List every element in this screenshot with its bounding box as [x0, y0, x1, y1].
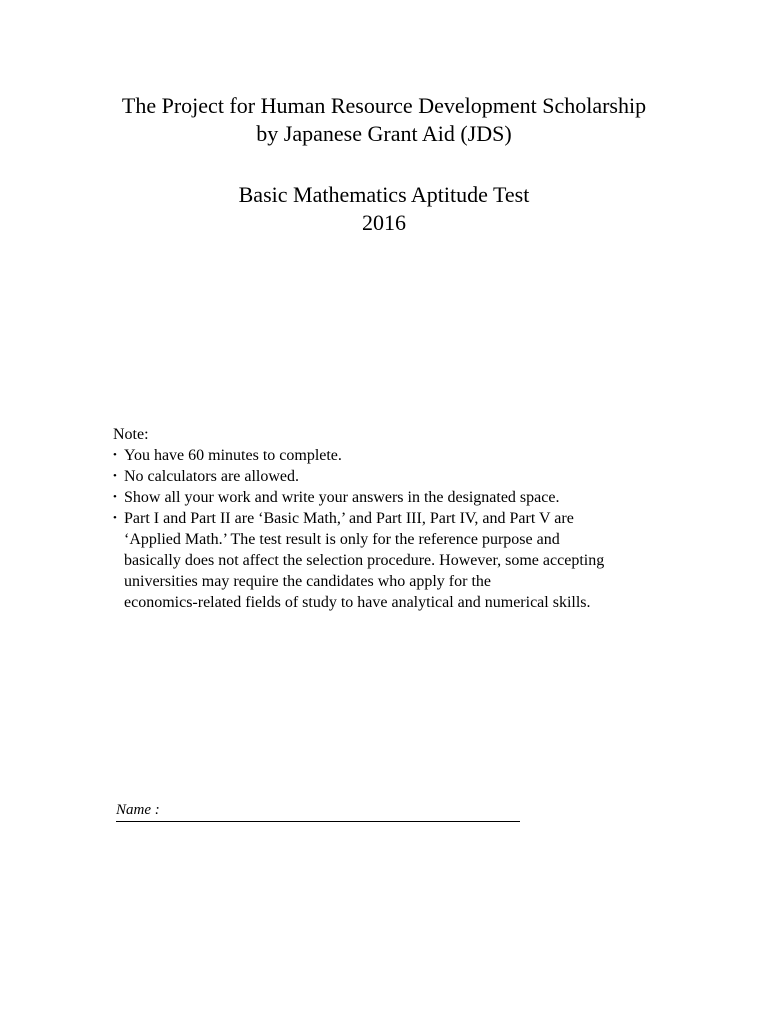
program-title-line-2: by Japanese Grant Aid (JDS) [256, 121, 512, 146]
note-item-line: No calculators are allowed. [124, 468, 300, 485]
note-item-parts [113, 508, 673, 613]
note-item-line: Part I and Part II are ‘Basic Math,’ and Part III, Part IV, and Part V are [124, 510, 574, 527]
test-name: Basic Mathematics Aptitude Test [238, 182, 530, 207]
program-title-line-1: The Project for Human Resource Development Scholarship [121, 93, 647, 118]
bullet-icon: • [113, 491, 117, 503]
note-heading: Note: [113, 426, 149, 443]
name-field[interactable] [116, 801, 520, 823]
note-item-line: You have 60 minutes to complete. [124, 447, 342, 464]
name-underline[interactable] [116, 821, 520, 822]
note-item-show-work [113, 487, 673, 508]
note-item-line: economics-related fields of study to have analytical and numerical skills. [124, 594, 591, 611]
test-year: 2016 [362, 210, 406, 235]
program-title [0, 92, 768, 148]
name-label: Name : [116, 802, 160, 818]
note-item-line: basically does not affect the selection procedure. However, some accepting [124, 552, 605, 569]
note-item-line: Show all your work and write your answers in the designated space. [124, 489, 560, 506]
note-item-calculators [113, 466, 673, 487]
note-item-time-limit [113, 445, 673, 466]
note-item-line: universities may require the candidates who apply for the [124, 573, 491, 590]
instructions-note [113, 424, 673, 613]
bullet-icon: • [113, 470, 117, 482]
note-item-line: ‘Applied Math.’ The test result is only for the reference purpose and [124, 531, 560, 548]
test-heading [0, 181, 768, 237]
note-list [113, 445, 673, 613]
bullet-icon: • [113, 512, 117, 524]
bullet-icon: • [113, 449, 117, 461]
